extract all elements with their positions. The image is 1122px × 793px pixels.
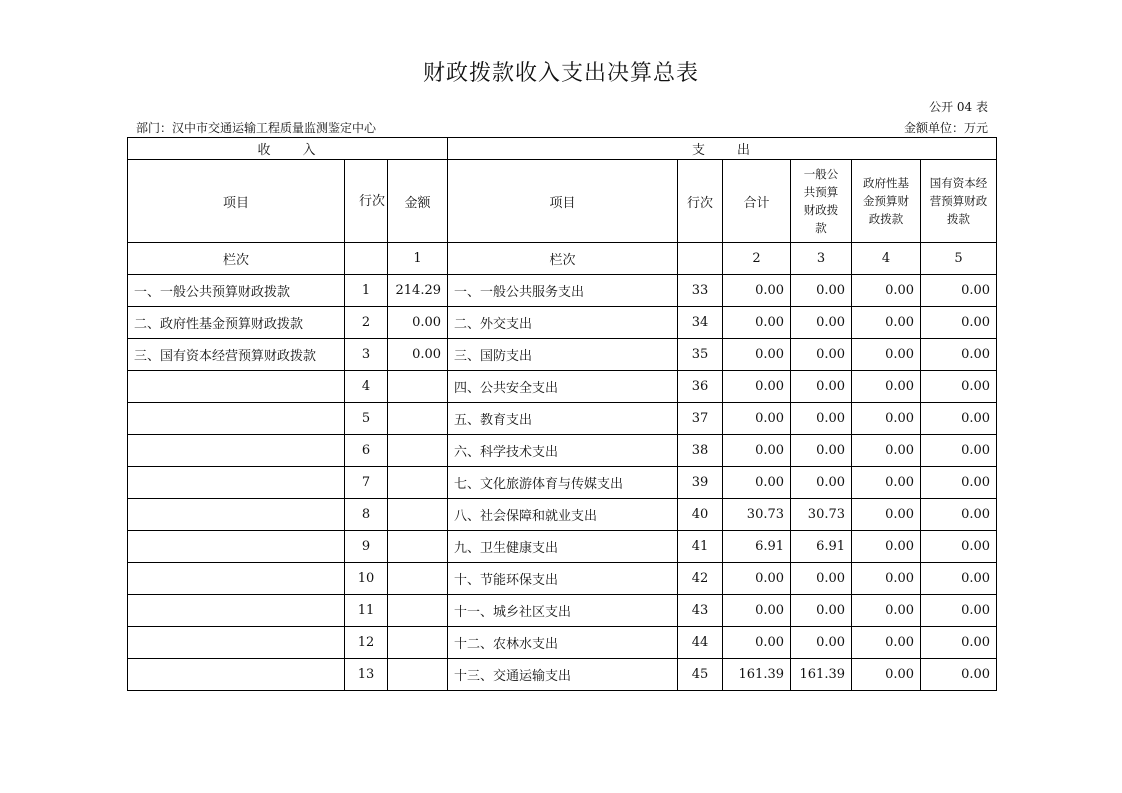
- total-cell: 6.91: [723, 531, 791, 563]
- gov-fund-cell: 0.00: [852, 531, 921, 563]
- expense-row-cell: 45: [678, 659, 723, 691]
- form-code: 公开 04 表: [929, 100, 988, 114]
- expense-row-cell: 35: [678, 339, 723, 371]
- income-row-cell: 4: [345, 371, 388, 403]
- income-amount-cell: [388, 499, 448, 531]
- expense-row-header: 行次: [678, 160, 723, 243]
- general-budget-cell: 0.00: [791, 467, 852, 499]
- income-amount-header: 金额: [388, 160, 448, 243]
- income-item-cell: [128, 467, 345, 499]
- income-amount-cell: [388, 563, 448, 595]
- state-capital-header: 国有资本经营预算财政拨款: [921, 160, 997, 243]
- income-row-header: [345, 160, 388, 243]
- total-cell: 0.00: [723, 307, 791, 339]
- gov-fund-cell: 0.00: [852, 499, 921, 531]
- state-capital-index: 5: [921, 243, 997, 275]
- general-budget-cell: 0.00: [791, 403, 852, 435]
- total-cell: 0.00: [723, 339, 791, 371]
- gov-fund-cell: 0.00: [852, 403, 921, 435]
- general-budget-cell: 0.00: [791, 627, 852, 659]
- total-header: 合计: [723, 160, 791, 243]
- income-item-cell: [128, 499, 345, 531]
- income-amount-index: 1: [388, 243, 448, 275]
- expense-section-header: 支 出: [448, 138, 997, 160]
- expense-item-cell: 十、节能环保支出: [448, 563, 678, 595]
- table-row: [128, 403, 997, 435]
- state-capital-cell: 0.00: [921, 499, 997, 531]
- expense-item-cell: 一、一般公共服务支出: [448, 275, 678, 307]
- income-index-label: 栏次: [128, 243, 345, 275]
- page-title: 财政拨款收入支出决算总表: [422, 61, 699, 86]
- state-capital-cell: 0.00: [921, 627, 997, 659]
- table-row: [128, 371, 997, 403]
- table-row: [128, 659, 997, 691]
- total-cell: 0.00: [723, 371, 791, 403]
- general-budget-cell: 6.91: [791, 531, 852, 563]
- income-item-header: 项目: [128, 160, 345, 243]
- income-item-cell: [128, 371, 345, 403]
- general-budget-cell: 0.00: [791, 371, 852, 403]
- income-amount-cell: [388, 435, 448, 467]
- state-capital-cell: 0.00: [921, 275, 997, 307]
- expense-row-cell: 39: [678, 467, 723, 499]
- state-capital-cell: 0.00: [921, 339, 997, 371]
- income-item-cell: [128, 595, 345, 627]
- general-budget-cell: 0.00: [791, 435, 852, 467]
- income-row-cell: 2: [345, 307, 388, 339]
- expense-row-cell: 42: [678, 563, 723, 595]
- expense-item-cell: 九、卫生健康支出: [448, 531, 678, 563]
- expense-row-cell: 34: [678, 307, 723, 339]
- income-row-cell: 10: [345, 563, 388, 595]
- expense-item-header: 项目: [448, 160, 678, 243]
- expense-index-label: 栏次: [448, 243, 678, 275]
- income-item-cell: 一、一般公共预算财政拨款: [128, 275, 345, 307]
- income-amount-cell: 0.00: [388, 339, 448, 371]
- state-capital-cell: 0.00: [921, 307, 997, 339]
- state-capital-cell: 0.00: [921, 435, 997, 467]
- income-item-cell: [128, 531, 345, 563]
- gov-fund-cell: 0.00: [852, 627, 921, 659]
- income-row-cell: 3: [345, 339, 388, 371]
- general-budget-cell: 161.39: [791, 659, 852, 691]
- income-item-cell: 二、政府性基金预算财政拨款: [128, 307, 345, 339]
- gov-fund-cell: 0.00: [852, 467, 921, 499]
- gov-fund-cell: 0.00: [852, 275, 921, 307]
- income-row-cell: 11: [345, 595, 388, 627]
- expense-row-cell: 43: [678, 595, 723, 627]
- department-label: 部门：汉中市交通运输工程质量监测鉴定中心: [136, 121, 377, 135]
- income-row-cell: 9: [345, 531, 388, 563]
- income-amount-cell: [388, 627, 448, 659]
- total-cell: 0.00: [723, 595, 791, 627]
- state-capital-cell: 0.00: [921, 371, 997, 403]
- total-cell: 161.39: [723, 659, 791, 691]
- expense-item-cell: 六、科学技术支出: [448, 435, 678, 467]
- income-item-cell: 三、国有资本经营预算财政拨款: [128, 339, 345, 371]
- expense-row-cell: 33: [678, 275, 723, 307]
- expense-row-cell: 38: [678, 435, 723, 467]
- expense-row-cell: 44: [678, 627, 723, 659]
- income-amount-cell: 214.29: [388, 275, 448, 307]
- general-budget-index: 3: [791, 243, 852, 275]
- expense-item-cell: 八、社会保障和就业支出: [448, 499, 678, 531]
- state-capital-cell: 0.00: [921, 659, 997, 691]
- income-amount-cell: [388, 371, 448, 403]
- table-row: [128, 531, 997, 563]
- income-item-cell: [128, 659, 345, 691]
- income-section-header: 收 入: [128, 138, 448, 160]
- total-cell: 0.00: [723, 563, 791, 595]
- income-amount-cell: [388, 531, 448, 563]
- expense-item-cell: 五、教育支出: [448, 403, 678, 435]
- expense-item-cell: 七、文化旅游体育与传媒支出: [448, 467, 678, 499]
- general-budget-header: 一般公共预算财政拨款: [791, 160, 852, 243]
- table-row: [128, 467, 997, 499]
- gov-fund-cell: 0.00: [852, 595, 921, 627]
- income-row-cell: 6: [345, 435, 388, 467]
- expense-item-cell: 四、公共安全支出: [448, 371, 678, 403]
- income-amount-cell: [388, 595, 448, 627]
- income-row-header-text: 行次: [359, 193, 386, 209]
- general-budget-cell: 0.00: [791, 563, 852, 595]
- gov-fund-cell: 0.00: [852, 435, 921, 467]
- income-row-cell: 13: [345, 659, 388, 691]
- expense-row-cell: 36: [678, 371, 723, 403]
- table-row: [128, 339, 997, 371]
- expense-item-cell: 十二、农林水支出: [448, 627, 678, 659]
- gov-fund-cell: 0.00: [852, 307, 921, 339]
- income-amount-cell: [388, 467, 448, 499]
- income-row-cell: 8: [345, 499, 388, 531]
- state-capital-cell: 0.00: [921, 563, 997, 595]
- table-row: [128, 307, 997, 339]
- income-row-cell: 5: [345, 403, 388, 435]
- gov-fund-cell: 0.00: [852, 563, 921, 595]
- expense-row-index: [678, 243, 723, 275]
- expense-item-cell: 三、国防支出: [448, 339, 678, 371]
- gov-fund-cell: 0.00: [852, 659, 921, 691]
- expense-item-cell: 十一、城乡社区支出: [448, 595, 678, 627]
- expense-item-cell: 十三、交通运输支出: [448, 659, 678, 691]
- table-row: [128, 627, 997, 659]
- general-budget-cell: 0.00: [791, 595, 852, 627]
- income-item-cell: [128, 627, 345, 659]
- total-cell: 0.00: [723, 403, 791, 435]
- expense-item-cell: 二、外交支出: [448, 307, 678, 339]
- income-row-cell: 12: [345, 627, 388, 659]
- income-item-cell: [128, 563, 345, 595]
- table-row: [128, 499, 997, 531]
- income-item-cell: [128, 435, 345, 467]
- income-row-cell: 1: [345, 275, 388, 307]
- unit-label: 金额单位：万元: [903, 121, 988, 135]
- expense-row-cell: 41: [678, 531, 723, 563]
- income-amount-cell: 0.00: [388, 307, 448, 339]
- table-row: [128, 563, 997, 595]
- state-capital-cell: 0.00: [921, 403, 997, 435]
- gov-fund-header: 政府性基金预算财政拨款: [852, 160, 921, 243]
- state-capital-cell: 0.00: [921, 595, 997, 627]
- gov-fund-cell: 0.00: [852, 339, 921, 371]
- expense-row-cell: 37: [678, 403, 723, 435]
- general-budget-cell: 30.73: [791, 499, 852, 531]
- table-row: [128, 435, 997, 467]
- total-cell: 0.00: [723, 275, 791, 307]
- total-cell: 30.73: [723, 499, 791, 531]
- total-index: 2: [723, 243, 791, 275]
- budget-summary-table: [127, 137, 997, 691]
- total-cell: 0.00: [723, 627, 791, 659]
- gov-fund-index: 4: [852, 243, 921, 275]
- total-cell: 0.00: [723, 467, 791, 499]
- general-budget-cell: 0.00: [791, 275, 852, 307]
- gov-fund-cell: 0.00: [852, 371, 921, 403]
- general-budget-cell: 0.00: [791, 307, 852, 339]
- table-row: [128, 275, 997, 307]
- state-capital-cell: 0.00: [921, 467, 997, 499]
- income-item-cell: [128, 403, 345, 435]
- income-row-index: [345, 243, 388, 275]
- income-amount-cell: [388, 659, 448, 691]
- income-row-cell: 7: [345, 467, 388, 499]
- general-budget-cell: 0.00: [791, 339, 852, 371]
- table-row: [128, 595, 997, 627]
- total-cell: 0.00: [723, 435, 791, 467]
- income-amount-cell: [388, 403, 448, 435]
- expense-row-cell: 40: [678, 499, 723, 531]
- state-capital-cell: 0.00: [921, 531, 997, 563]
